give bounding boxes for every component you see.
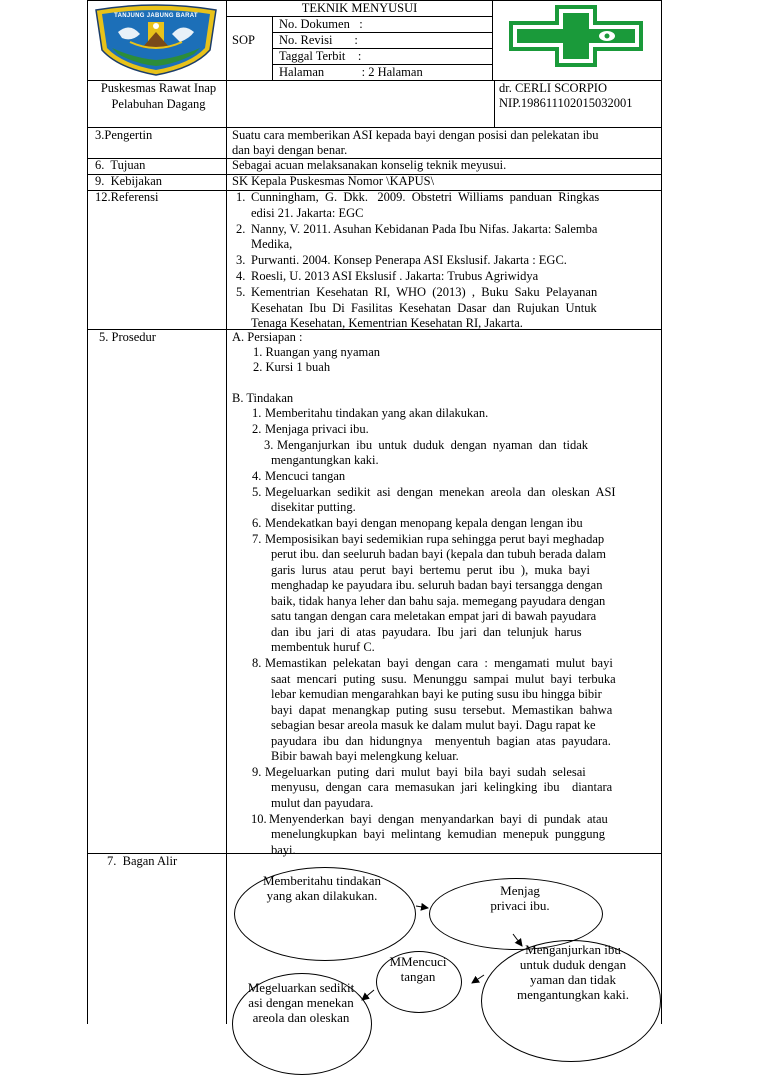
flow-node-1-text: Memberitahu tindakan yang akan dilakukan. <box>262 873 382 903</box>
tindakan-number: 2. <box>252 421 262 436</box>
flow-node-2-text: Menjag privaci ibu. <box>490 883 550 913</box>
referensi-line: Purwanti. 2004. Konsep Penerapa ASI Ekslusif. Jakarta : EGC. <box>251 253 567 267</box>
tindakan-number: 1. <box>252 406 262 420</box>
referensi-line: edisi 21. Jakarta: EGC <box>251 205 364 220</box>
document-title: TEKNIK MENYUSUI <box>301 1 418 15</box>
tindakan-number: 3. <box>264 437 274 452</box>
referensi-line: Kesehatan Ibu Di Fasilitas Kesehatan Dasar dan Rujukan Untuk <box>251 300 597 315</box>
tindakan-number: 4. <box>252 468 262 483</box>
tindakan-number: 7. <box>252 531 262 546</box>
tindakan-line: Mencuci tangan <box>265 468 346 483</box>
tindakan-line: menyusu, dengan cara memasukan jari kelingking ibu diantara <box>271 780 613 795</box>
tindakan-line: mengantungkan kaki. <box>271 453 379 468</box>
tindakan-line: lebar kemudian mengarahkan bayi ke puting susu ibu hingga bibir <box>271 687 602 702</box>
flow-node-3-text: Menganjurkan ibu untuk duduk dengan yaman dan tidak mengantungkan kaki. <box>517 942 629 1002</box>
persiapan-item: 1. Ruangan yang nyaman <box>253 345 381 359</box>
referensi-line: Kementrian Kesehatan RI, WHO (2013) , Buku Saku Pelayanan <box>251 285 598 299</box>
referensi-line: Cunningham, G. Dkk. 2009. Obstetri Williams panduan Ringkas <box>251 190 600 204</box>
tindakan-line: payudara ibu dan hidungnya menyentuh bagian atas payudara. <box>271 733 611 748</box>
tindakan-line: Memberitahu tindakan yang akan dilakukan. <box>265 406 489 420</box>
tindakan-title: B. Tindakan <box>232 391 294 405</box>
label-kebijakan: 9. Kebijakan <box>95 174 162 188</box>
referensi-line: Nanny, V. 2011. Asuhan Kebidanan Pada Ibu Nifas. Jakarta: Salemba <box>251 221 598 236</box>
institution-name: Puskesmas Rawat Inap Pelabuhan Dagang <box>100 81 217 111</box>
referensi-number: 2. <box>236 221 246 236</box>
referensi-line: Roesli, U. 2013 ASI Ekslusif . Jakarta: Trubus Agriwidya <box>251 269 539 283</box>
tindakan-line: garis lurus atau perut bayi bertemu perut ibu ), muka bayi <box>271 562 591 577</box>
tindakan-number: 9. <box>252 764 262 779</box>
tindakan-line: Memposisikan bayi sedemikian rupa sehingga perut bayi meghadap <box>265 531 605 546</box>
tindakan-line: mulut dan payudara. <box>271 795 374 810</box>
no-dokumen: No. Dokumen : <box>279 17 363 31</box>
tindakan-number: 6. <box>252 516 262 530</box>
tujuan-text: Sebagai acuan melaksanakan konselig teknik meyusui. <box>232 158 507 172</box>
referensi-line: Tenaga Kesehatan, Kementrian Kesehatan RI, Jakarta. <box>251 316 523 330</box>
tindakan-line: membentuk huruf C. <box>271 640 375 655</box>
tindakan-line: Megeluarkan puting dari mulut bayi bila bayi sudah selesai <box>265 764 586 779</box>
tindakan-line: Menganjurkan ibu untuk duduk dengan nyaman dan tidak <box>277 437 589 452</box>
persiapan-title: A. Persiapan : <box>232 330 303 344</box>
tindakan-number: 8. <box>252 656 262 671</box>
pengertian-line2: dan bayi dengan benar. <box>232 143 348 157</box>
label-referensi: 12.Referensi <box>95 190 159 204</box>
referensi-number: 1. <box>236 190 246 204</box>
referensi-number: 5. <box>236 285 246 299</box>
tindakan-line: sebagian besar areola masuk ke dalam mulut bayi. Dagu rapat ke <box>271 718 596 733</box>
tindakan-line: Mendekatkan bayi dengan menopang kepala dengan lengan ibu <box>265 516 583 530</box>
kebijakan-text: SK Kepala Puskesmas Nomor \KAPUS\ <box>232 174 435 188</box>
flow-node-5-text: Megeluarkan sedikit asi dengan menekan areola dan oleskan <box>247 980 355 1025</box>
referensi-number: 3. <box>236 253 246 267</box>
persiapan-item: 2. Kursi 1 buah <box>253 360 331 374</box>
tindakan-line: menelungkupkan bayi melintang kemudian menepuk punggung <box>271 827 605 842</box>
referensi-number: 4. <box>236 269 246 283</box>
tindakan-line: dan ibu jari di atas payudara. Ibu jari dan telunjuk harus <box>271 624 582 639</box>
tindakan-line: baik, tidak hanya leher dan bahu saja. memegang payudara dengan <box>271 593 606 608</box>
tindakan-line: bayi. <box>271 842 296 857</box>
tindakan-line: saat mencari puting susu. Menunggu sampai mulut bayi terbuka <box>271 671 616 686</box>
label-bagan-alir: 7. Bagan Alir <box>107 854 178 868</box>
tindakan-line: Menjaga privaci ibu. <box>265 421 369 436</box>
label-prosedur: 5. Prosedur <box>99 330 156 344</box>
label-tujuan: 6. Tujuan <box>95 158 146 172</box>
tindakan-line: satu tangan dengan cara meletakan empat jari di bawah payudara <box>271 609 597 624</box>
sop-label: SOP <box>232 33 255 47</box>
head-name: dr. CERLI SCORPIO <box>499 81 608 95</box>
halaman: Halaman : 2 Halaman <box>279 65 423 79</box>
head-nip: NIP.198611102015032001 <box>499 96 633 110</box>
tanggal-terbit: Taggal Terbit : <box>279 49 362 63</box>
label-pengertian: 3.Pengertin <box>95 128 153 142</box>
tindakan-number: 5. <box>252 484 262 499</box>
tindakan-line: disekitar putting. <box>271 500 356 515</box>
tindakan-line: Megeluarkan sedikit asi dengan menekan areola dan oleskan ASI <box>265 484 616 499</box>
flow-node-4-text: MMencuci tangan <box>389 954 447 984</box>
tindakan-line: Menyenderkan bayi dengan menyandarkan bayi di pundak atau <box>269 811 608 826</box>
tindakan-line: perut ibu. dan seeluruh badan bayi (kepala dan tubuh berada dalam <box>271 547 606 562</box>
tindakan-number: 10. <box>251 811 267 826</box>
tindakan-line: Memastikan pelekatan bayi dengan cara : mengamati mulut bayi <box>265 656 613 671</box>
logo-text: TANJUNG JABUNG BARAT <box>114 13 198 19</box>
tindakan-line: bayi dapat menangkap puting susu tersebut. Memastikan bahwa <box>271 702 613 717</box>
pengertian-line1: Suatu cara memberikan ASI kepada bayi dengan posisi dan pelekatan ibu <box>232 128 599 142</box>
no-revisi: No. Revisi : <box>279 33 358 47</box>
tindakan-line: Bibir bawah bayi melengkung keluar. <box>271 749 459 764</box>
tindakan-line: menghadap ke payudara ibu. seluruh badan bayi tersangga dengan <box>271 578 603 593</box>
referensi-line: Medika, <box>251 237 293 251</box>
